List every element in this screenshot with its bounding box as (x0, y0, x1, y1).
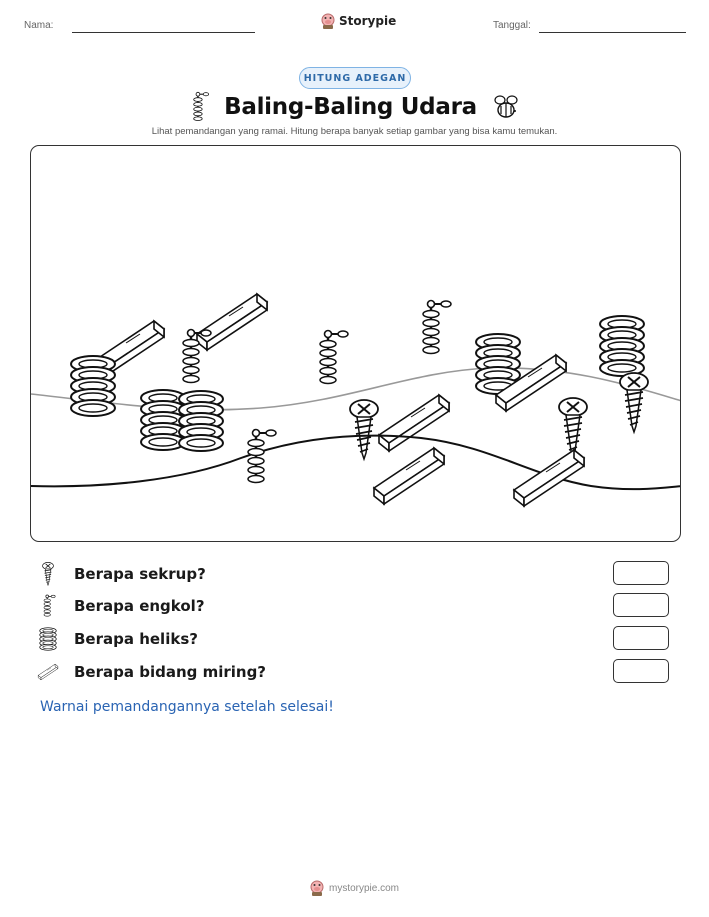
helix-3 (600, 316, 644, 376)
counting-scene (30, 145, 681, 542)
helix-5 (179, 391, 223, 451)
answer-box-helixes[interactable] (613, 626, 669, 650)
question-text: Berapa heliks? (74, 630, 198, 648)
instructions: Lihat pemandangan yang ramai. Hitung berapa banyak setiap gambar yang bisa kamu temukan. (151, 126, 558, 137)
wedge-4 (379, 395, 449, 451)
date-line[interactable] (539, 32, 686, 33)
pig-mascot-icon (321, 13, 335, 29)
question-text: Berapa engkol? (74, 597, 205, 615)
crank-4 (248, 430, 276, 484)
question-screws (37, 561, 677, 587)
answer-box-cranks[interactable] (613, 593, 669, 617)
crank-icon (188, 91, 210, 123)
crank-3 (423, 301, 451, 355)
brand-name: Storypie (339, 14, 397, 28)
site-footer (0, 880, 709, 896)
title-row (0, 90, 709, 124)
screw-1 (620, 373, 648, 432)
helix-1 (71, 356, 115, 416)
name-label: Nama: (24, 20, 54, 31)
page-title: Baling-Baling Udara (224, 94, 477, 120)
question-helixes (37, 626, 677, 652)
scene-illustration (31, 146, 681, 542)
screw-icon (37, 562, 59, 586)
answer-box-wedges[interactable] (613, 659, 669, 683)
wedge-2 (197, 294, 267, 350)
name-line[interactable] (72, 32, 255, 33)
question-text: Berapa bidang miring? (74, 663, 267, 681)
screw-3 (559, 398, 587, 457)
date-label: Tanggal: (493, 20, 531, 31)
site-url[interactable]: mystorypie.com (328, 882, 399, 894)
helix-icon (37, 627, 59, 651)
crank-icon (37, 594, 59, 618)
wedge-5 (374, 448, 444, 504)
pig-mascot-icon (310, 880, 324, 896)
brand-logo (321, 13, 396, 29)
coloring-note: Warnai pemandangannya setelah selesai! (40, 699, 334, 715)
wedge-6 (514, 450, 584, 506)
question-text: Berapa sekrup? (74, 565, 206, 583)
question-cranks (37, 593, 677, 619)
bee-icon (491, 92, 521, 122)
wedge-icon (37, 660, 59, 684)
activity-badge: HITUNG ADEGAN (299, 67, 411, 89)
crank-2 (320, 331, 348, 385)
answer-box-screws[interactable] (613, 561, 669, 585)
screw-2 (350, 400, 378, 459)
question-wedges (37, 659, 677, 685)
